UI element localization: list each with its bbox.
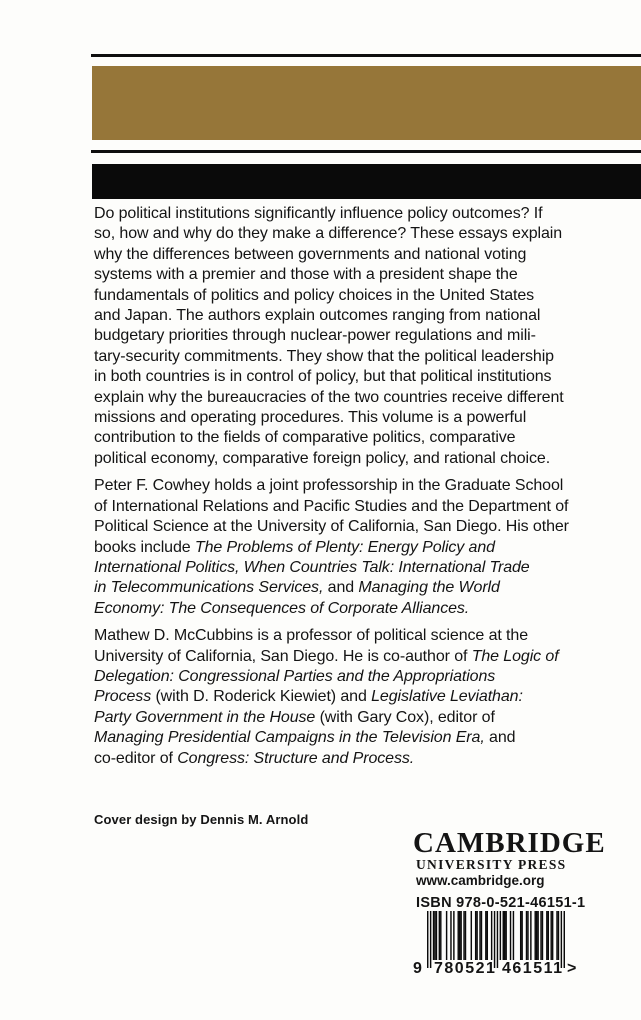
- text-line: Mathew D. McCubbins is a professor of political science at the: [94, 627, 528, 645]
- text-line: fundamentals of politics and policy choices in the United States: [94, 286, 535, 304]
- black-band: [92, 164, 641, 199]
- text-line: missions and operating procedures. This volume is a powerful: [94, 409, 527, 427]
- isbn-label: ISBN 978-0-521-46151-1: [416, 895, 586, 911]
- text-line: so, how and why do they make a difference? These essays explain: [94, 225, 563, 243]
- text-line: Party Government in the House (with Gary Cox), editor of: [94, 708, 495, 726]
- text-line: Delegation: Congressional Parties and the Appropriations: [94, 667, 496, 685]
- barcode-quiet-zone-mark: >: [567, 960, 577, 977]
- text-line: Managing Presidential Campaigns in the Television Era, and: [94, 729, 516, 747]
- publisher-website: www.cambridge.org: [416, 873, 545, 888]
- text-line: Process (with D. Roderick Kiewiet) and Legislative Leviathan:: [94, 688, 523, 706]
- barcode-digit-first: 9: [413, 960, 422, 977]
- text-line: explain why the bureaucracies of the two countries receive different: [94, 388, 564, 406]
- text-line: in Telecommunications Services, and Managing the World: [94, 579, 500, 597]
- text-line: co-editor of Congress: Structure and Process.: [94, 749, 415, 767]
- middle-rule: [91, 150, 641, 153]
- text-line: books include The Problems of Plenty: Energy Policy and: [94, 538, 495, 556]
- text-line: in both countries is in control of policy, but that political institutions: [94, 368, 552, 386]
- author-bio-cowhey: [94, 476, 569, 619]
- text-line: political economy, comparative foreign policy, and rational choice.: [94, 449, 551, 467]
- text-line: of International Relations and Pacific Studies and the Department of: [94, 497, 569, 515]
- cover-design-credit: Cover design by Dennis M. Arnold: [94, 812, 309, 827]
- top-rule: [91, 54, 641, 57]
- blurb-paragraph: [94, 204, 569, 469]
- text-line: International Politics, When Countries Talk: International Trade: [94, 558, 530, 576]
- book-description: [94, 204, 569, 769]
- text-line: University of California, San Diego. He is co-author of The Logic of: [94, 647, 559, 665]
- isbn-barcode: [413, 911, 583, 983]
- text-line: Peter F. Cowhey holds a joint professorship in the Graduate School: [94, 477, 564, 495]
- text-line: tary-security commitments. They show that the political leadership: [94, 347, 554, 365]
- publisher-wordmark: CAMBRIDGE: [413, 827, 606, 859]
- text-line: and Japan. The authors explain outcomes ranging from national: [94, 307, 541, 325]
- text-line: budgetary priorities through nuclear-power regulations and mili-: [94, 327, 536, 345]
- barcode-digits-left: 780521: [434, 960, 497, 977]
- text-line: contribution to the fields of comparative politics, comparative: [94, 429, 516, 447]
- text-line: Economy: The Consequences of Corporate Alliances.: [94, 599, 470, 617]
- gold-band: [92, 66, 641, 140]
- text-line: Political Science at the University of California, San Diego. His other: [94, 518, 569, 536]
- text-line: why the differences between governments and national voting: [94, 245, 527, 263]
- author-bio-mccubbins: [94, 626, 569, 769]
- publisher-imprint: UNIVERSITY PRESS: [416, 857, 567, 872]
- text-line: systems with a premier and those with a president shape the: [94, 266, 518, 284]
- text-line: Do political institutions significantly influence policy outcomes? If: [94, 205, 543, 222]
- barcode-digits-right: 461511: [502, 960, 564, 977]
